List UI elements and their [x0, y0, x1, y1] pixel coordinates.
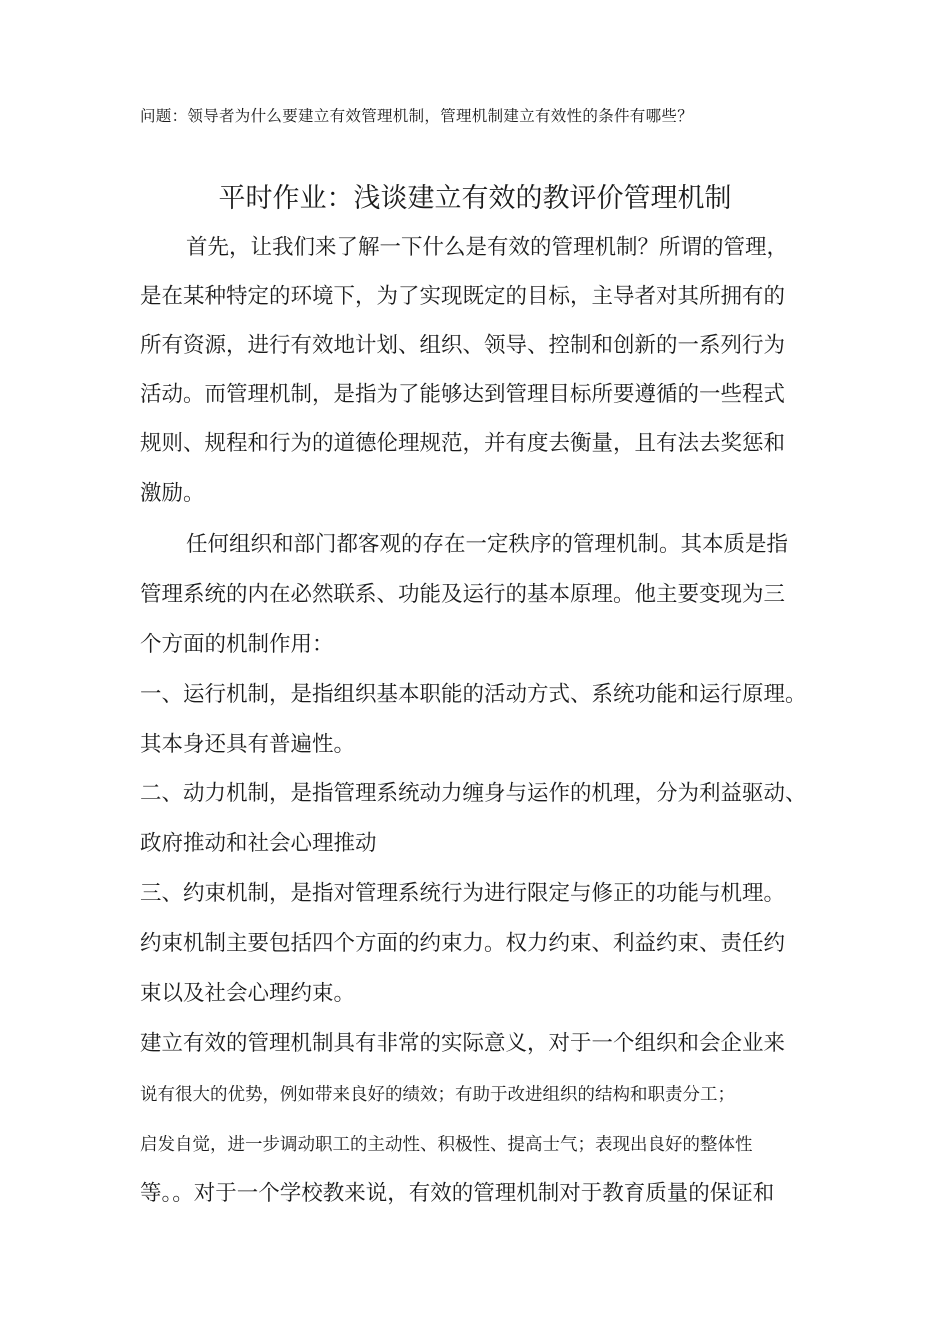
- body-line: 等。。对于一个学校教来说，有效的管理机制对于教育质量的保证和: [140, 1181, 775, 1206]
- body-line: 三、约束机制，是指对管理系统行为进行限定与修正的功能与机理。: [140, 881, 786, 906]
- body-line: 激励。: [140, 481, 205, 506]
- body-line: 首先，让我们来了解一下什么是有效的管理机制？所谓的管理，: [186, 235, 789, 260]
- body-line: 其本身还具有普遍性。: [140, 732, 356, 757]
- body-line: 管理系统的内在必然联系、功能及运行的基本原理。他主要变现为三: [140, 582, 786, 607]
- body-line: 说有很大的优势，例如带来良好的绩效；有助于改进组织的结构和职责分工；: [140, 1085, 735, 1105]
- body-line: 约束机制主要包括四个方面的约束力。权力约束、利益约束、责任约: [140, 931, 786, 956]
- question-text: 问题：领导者为什么要建立有效管理机制，管理机制建立有效性的条件有哪些？: [140, 107, 694, 125]
- body-line: 规则、规程和行为的道德伦理规范，并有度去衡量，且有法去奖惩和: [140, 431, 786, 456]
- page-title: 平时作业：浅谈建立有效的教评价管理机制: [218, 183, 732, 214]
- body-line: 建立有效的管理机制具有非常的实际意义，对于一个组织和会企业来: [140, 1031, 786, 1056]
- body-line: 一、运行机制，是指组织基本职能的活动方式、系统功能和运行原理。: [140, 682, 807, 707]
- body-line: 二、动力机制，是指管理系统动力缠身与运作的机理，分为利益驱动、: [140, 781, 807, 806]
- body-line: 个方面的机制作用：: [140, 632, 334, 657]
- body-line: 活动。而管理机制，是指为了能够达到管理目标所要遵循的一些程式: [140, 382, 786, 407]
- body-line: 任何组织和部门都客观的存在一定秩序的管理机制。其本质是指: [186, 532, 789, 557]
- body-line: 是在某种特定的环境下，为了实现既定的目标，主导者对其所拥有的: [140, 284, 786, 309]
- body-line: 所有资源，进行有效地计划、组织、领导、控制和创新的一系列行为: [140, 333, 786, 358]
- body-line: 束以及社会心理约束。: [140, 981, 356, 1006]
- body-line: 启发自觉，进一步调动职工的主动性、积极性、提高士气；表现出良好的整体性: [140, 1135, 753, 1155]
- body-line: 政府推动和社会心理推动: [140, 831, 377, 856]
